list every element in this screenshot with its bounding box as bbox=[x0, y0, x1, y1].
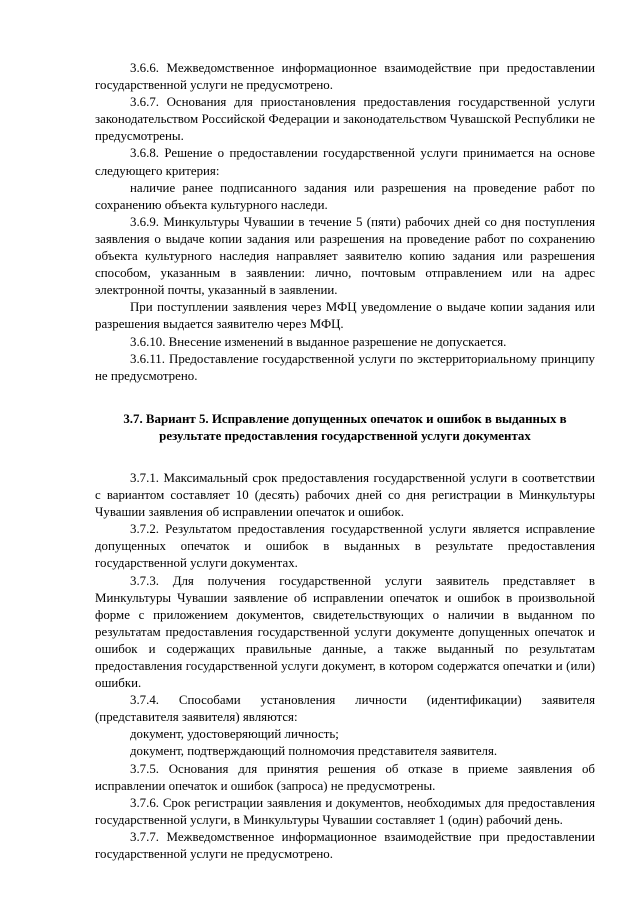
paragraph-3-6-8: 3.6.8. Решение о предоставлении государственной услуги принимается на основе следующего критерия: bbox=[95, 146, 595, 178]
paragraph-3-7-3: 3.7.3. Для получения государственной услуги заявитель представляет в Минкультуры Чувашии заявление об исправлении опечаток и ошибок в произвольной форме с приложением документов, свидетельствующих о наличии в выданном по результатам предоставления государственной услуги документе допущенных опечаток и ошибок и содержащих правильные данные, а также выданный по результатам предоставления государственной услуги документ, в котором содержатся опечатки и (или) ошибки. bbox=[95, 573, 595, 691]
paragraph-3-7-5: 3.7.5. Основания для принятия решения об отказе в приеме заявления об исправлении опечаток и ошибок (запроса) не предусмотрены. bbox=[95, 761, 595, 793]
paragraph-3-7-2: 3.7.2. Результатом предоставления государственной услуги является исправление допущенных опечаток и ошибок в выданных в результате предоставления государственной услуги документах. bbox=[95, 522, 595, 571]
paragraph-3-7-1: 3.7.1. Максимальный срок предоставления государственной услуги в соответствии с вариантом составляет 10 (десять) рабочих дней со дня регистрации в Минкультуры Чувашии заявления об исправлении опечаток и ошибок. bbox=[95, 470, 595, 520]
paragraph-3-6-8-criterion: наличие ранее подписанного задания или разрешения на проведение работ по сохранению объекта культурного наследи. bbox=[95, 180, 595, 212]
paragraph-3-7-4: 3.7.4. Способами установления личности (идентификации) заявителя (представителя заявителя) являются: bbox=[95, 693, 595, 725]
paragraph-3-6-7: 3.6.7. Основания для приостановления предоставления государственной услуги законодательством Российской Федерации и законодательством Чувашской Республики не предусмотрены. bbox=[95, 95, 595, 144]
document-body bbox=[95, 60, 595, 863]
paragraph-3-7-6: 3.7.6. Срок регистрации заявления и документов, необходимых для предоставления государственной услуги, в Минкультуры Чувашии составляет 1 (один) рабочий день. bbox=[95, 795, 595, 827]
paragraph-3-6-9-mfc: При поступлении заявления через МФЦ уведомление о выдаче копии задания или разрешения выдается заявителю через МФЦ. bbox=[95, 300, 595, 332]
paragraph-3-6-6: 3.6.6. Межведомственное информационное взаимодействие при предоставлении государственной услуги не предусмотрено. bbox=[95, 61, 595, 93]
paragraph-3-6-11: 3.6.11. Предоставление государственной услуги по экстерриториальному принципу не предусмотрено. bbox=[95, 351, 595, 383]
paragraph-3-7-7: 3.7.7. Межведомственное информационное взаимодействие при предоставлении государственной услуги не предусмотрено. bbox=[95, 829, 595, 862]
paragraph-3-6-10: 3.6.10. Внесение изменений в выданное разрешение не допускается. bbox=[130, 334, 507, 349]
paragraph-3-7-4-authority: документ, подтверждающий полномочия представителя заявителя. bbox=[130, 744, 498, 759]
paragraph-3-6-9: 3.6.9. Минкультуры Чувашии в течение 5 (пяти) рабочих дней со дня поступления заявления о выдаче копии задания или разрешения на проведение работ по сохранению объекта культурного наследия направляет заявителю копию задания или разрешения способом, указанным в заявлении: лично, почтовым отправлением или на адрес электронной почты, указанный в заявлении. bbox=[95, 214, 595, 298]
section-heading-3-7: 3.7. Вариант 5. Исправление допущенных опечаток и ошибок в выданных в результате предоставления государственной услуги документах bbox=[123, 411, 567, 443]
paragraph-3-7-4-identity: документ, удостоверяющий личность; bbox=[130, 727, 339, 742]
